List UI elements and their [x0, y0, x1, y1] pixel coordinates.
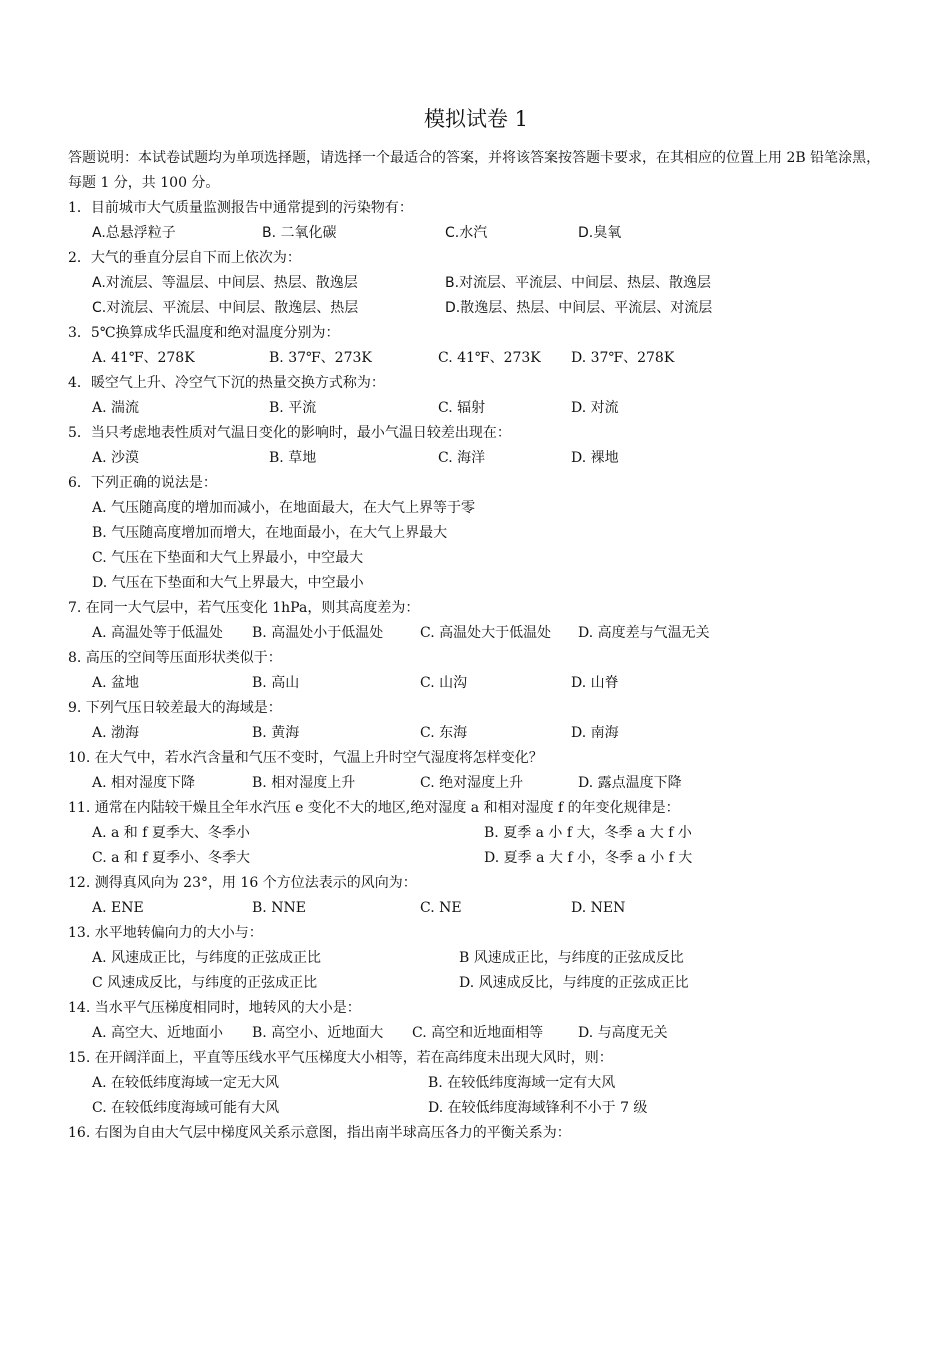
option-b: B. 草地: [269, 450, 317, 466]
option-a: A. ENE: [92, 900, 144, 916]
option-c: C.水汽: [445, 225, 488, 241]
option-row: [68, 1071, 898, 1096]
question-3: [68, 321, 898, 371]
question-list: [68, 196, 898, 1146]
question-stem: 4．暖空气上升、冷空气下沉的热量交换方式称为：: [68, 375, 385, 391]
question-stem: 12. 测得真风向为 23°，用 16 个方位法表示的风向为：: [68, 875, 417, 891]
option-d: D. 夏季 a 大 f 小，冬季 a 小 f 大: [484, 850, 693, 866]
question-2: [68, 246, 898, 321]
option-a: A. 在较低纬度海域一定无大风: [92, 1075, 280, 1091]
option-d: D. 与高度无关: [578, 1025, 668, 1041]
option-d: D.臭氧: [578, 225, 622, 241]
option-b: B. 37℉、273K: [269, 350, 372, 366]
question-10: [68, 746, 898, 796]
question-16: [68, 1121, 898, 1146]
question-6: [68, 471, 898, 596]
option-c: C 风速成反比，与纬度的正弦成正比: [92, 975, 318, 991]
option-row: [68, 1096, 898, 1121]
option-d: D. 风速成反比，与纬度的正弦成正比: [459, 975, 689, 991]
option-b: B 风速成正比，与纬度的正弦成反比: [459, 950, 684, 966]
option-d: D. 裸地: [571, 450, 619, 466]
question-stem: 2．大气的垂直分层自下而上依次为：: [68, 250, 301, 266]
question-stem: 7. 在同一大气层中，若气压变化 1hPa，则其高度差为：: [68, 600, 420, 616]
option-a: A. a 和 f 夏季大、冬季小: [92, 825, 250, 841]
question-stem: 15. 在开阔洋面上，平直等压线水平气压梯度大小相等，若在高纬度未出现大风时，则：: [68, 1050, 613, 1066]
option-b: B. 夏季 a 小 f 大，冬季 a 大 f 小: [484, 825, 692, 841]
option-row: [68, 721, 898, 746]
option-b: B. 黄海: [252, 725, 300, 741]
option-row: [68, 1021, 898, 1046]
question-stem: 3．5℃换算成华氏温度和绝对温度分别为：: [68, 325, 340, 341]
option-a: A. 高温处等于低温处: [92, 625, 224, 641]
option-row: [68, 496, 898, 521]
option-a: A.总悬浮粒子: [92, 225, 176, 241]
option-row: [68, 946, 898, 971]
option-row: [68, 971, 898, 996]
option-b: B.对流层、平流层、中间层、热层、散逸层: [445, 275, 712, 291]
option-row: [68, 446, 898, 471]
question-12: [68, 871, 898, 921]
question-15: [68, 1046, 898, 1121]
question-14: [68, 996, 898, 1046]
option-d: D. 南海: [571, 725, 619, 741]
question-1: [68, 196, 898, 246]
option-c: C.对流层、平流层、中间层、散逸层、热层: [92, 300, 359, 316]
option-a: A. 41℉、278K: [92, 350, 195, 366]
question-stem: 1．目前城市大气质量监测报告中通常提到的污染物有：: [68, 200, 413, 216]
option-c: C. 高空和近地面相等: [412, 1025, 544, 1041]
option-row: [68, 271, 898, 296]
option-b: B. 高山: [252, 675, 300, 691]
option-c: C. 绝对湿度上升: [420, 775, 524, 791]
option-a: A. 渤海: [92, 725, 140, 741]
option-c: C. 气压在下垫面和大气上界最小，中空最大: [92, 550, 364, 566]
option-row: [68, 296, 898, 321]
option-d: D. 对流: [571, 400, 619, 416]
option-row: [68, 846, 898, 871]
option-row: [68, 546, 898, 571]
option-a: A. 高空大、近地面小: [92, 1025, 224, 1041]
option-c: C. 高温处大于低温处: [420, 625, 552, 641]
option-row: [68, 821, 898, 846]
question-stem: 10. 在大气中，若水汽含量和气压不变时，气温上升时空气湿度将怎样变化？: [68, 750, 543, 766]
option-a: A. 气压随高度的增加而减小，在地面最大，在大气上界等于零: [92, 500, 476, 516]
option-b: B. 二氧化碳: [262, 225, 337, 241]
option-b: B. 平流: [269, 400, 317, 416]
option-d: D. 山脊: [571, 675, 619, 691]
option-b: B. 高空小、近地面大: [252, 1025, 384, 1041]
question-stem: 13. 水平地转偏向力的大小与：: [68, 925, 263, 941]
option-row: [68, 621, 898, 646]
question-8: [68, 646, 898, 696]
option-b: B. 在较低纬度海域一定有大风: [428, 1075, 616, 1091]
option-a: A. 盆地: [92, 675, 140, 691]
option-c: C. 辐射: [438, 400, 486, 416]
option-c: C. a 和 f 夏季小、冬季大: [92, 850, 250, 866]
option-d: D.散逸层、热层、中间层、平流层、对流层: [445, 300, 713, 316]
option-row: [68, 571, 898, 596]
option-c: C. 41℉、273K: [438, 350, 541, 366]
question-13: [68, 921, 898, 996]
option-b: B. NNE: [252, 900, 306, 916]
question-stem: 14. 当水平气压梯度相同时，地转风的大小是：: [68, 1000, 361, 1016]
question-stem: 11. 通常在内陆较干燥且全年水汽压 e 变化不大的地区,绝对湿度 a 和相对湿度 f 的年变化规律是：: [68, 800, 680, 816]
option-row: [68, 396, 898, 421]
option-c: C. 海洋: [438, 450, 486, 466]
option-c: C. NE: [420, 900, 462, 916]
option-d: D. 在较低纬度海域锋利不小于 7 级: [428, 1100, 648, 1116]
question-stem: 6．下列正确的说法是：: [68, 475, 217, 491]
question-11: [68, 796, 898, 871]
question-4: [68, 371, 898, 421]
option-c: C. 在较低纬度海域可能有大风: [92, 1100, 280, 1116]
option-row: [68, 346, 898, 371]
option-a: A. 风速成正比，与纬度的正弦成正比: [92, 950, 322, 966]
question-stem: 9. 下列气压日较差最大的海域是：: [68, 700, 282, 716]
option-d: D. 37℉、278K: [571, 350, 675, 366]
option-row: [68, 771, 898, 796]
option-d: D. 露点温度下降: [578, 775, 682, 791]
option-a: A.对流层、等温层、中间层、热层、散逸层: [92, 275, 358, 291]
instructions: 答题说明：本试卷试题均为单项选择题，请选择一个最适合的答案，并将该答案按答题卡要求，在其相应的位置上用 2B 铅笔涂黑，每题 1 分，共 100 分。: [68, 150, 881, 191]
option-b: B. 相对湿度上升: [252, 775, 356, 791]
option-row: [68, 521, 898, 546]
option-a: A. 相对湿度下降: [92, 775, 196, 791]
question-stem: 8. 高压的空间等压面形状类似于：: [68, 650, 282, 666]
option-row: [68, 896, 898, 921]
option-d: D. 气压在下垫面和大气上界最大，中空最小: [92, 575, 364, 591]
question-stem: 16. 右图为自由大气层中梯度风关系示意图，指出南半球高压各力的平衡关系为：: [68, 1125, 571, 1141]
option-row: [68, 221, 898, 246]
option-b: B. 气压随高度增加而增大，在地面最小，在大气上界最大: [92, 525, 448, 541]
option-a: A. 湍流: [92, 400, 140, 416]
question-stem: 5．当只考虑地表性质对气温日变化的影响时，最小气温日较差出现在：: [68, 425, 511, 441]
page-title: 模拟试卷 1: [423, 107, 529, 131]
question-5: [68, 421, 898, 471]
question-9: [68, 696, 898, 746]
option-c: C. 东海: [420, 725, 468, 741]
option-b: B. 高温处小于低温处: [252, 625, 384, 641]
question-7: [68, 596, 898, 646]
option-c: C. 山沟: [420, 675, 468, 691]
option-d: D. NEN: [571, 900, 626, 916]
option-row: [68, 671, 898, 696]
option-d: D. 高度差与气温无关: [578, 625, 710, 641]
option-a: A. 沙漠: [92, 450, 140, 466]
